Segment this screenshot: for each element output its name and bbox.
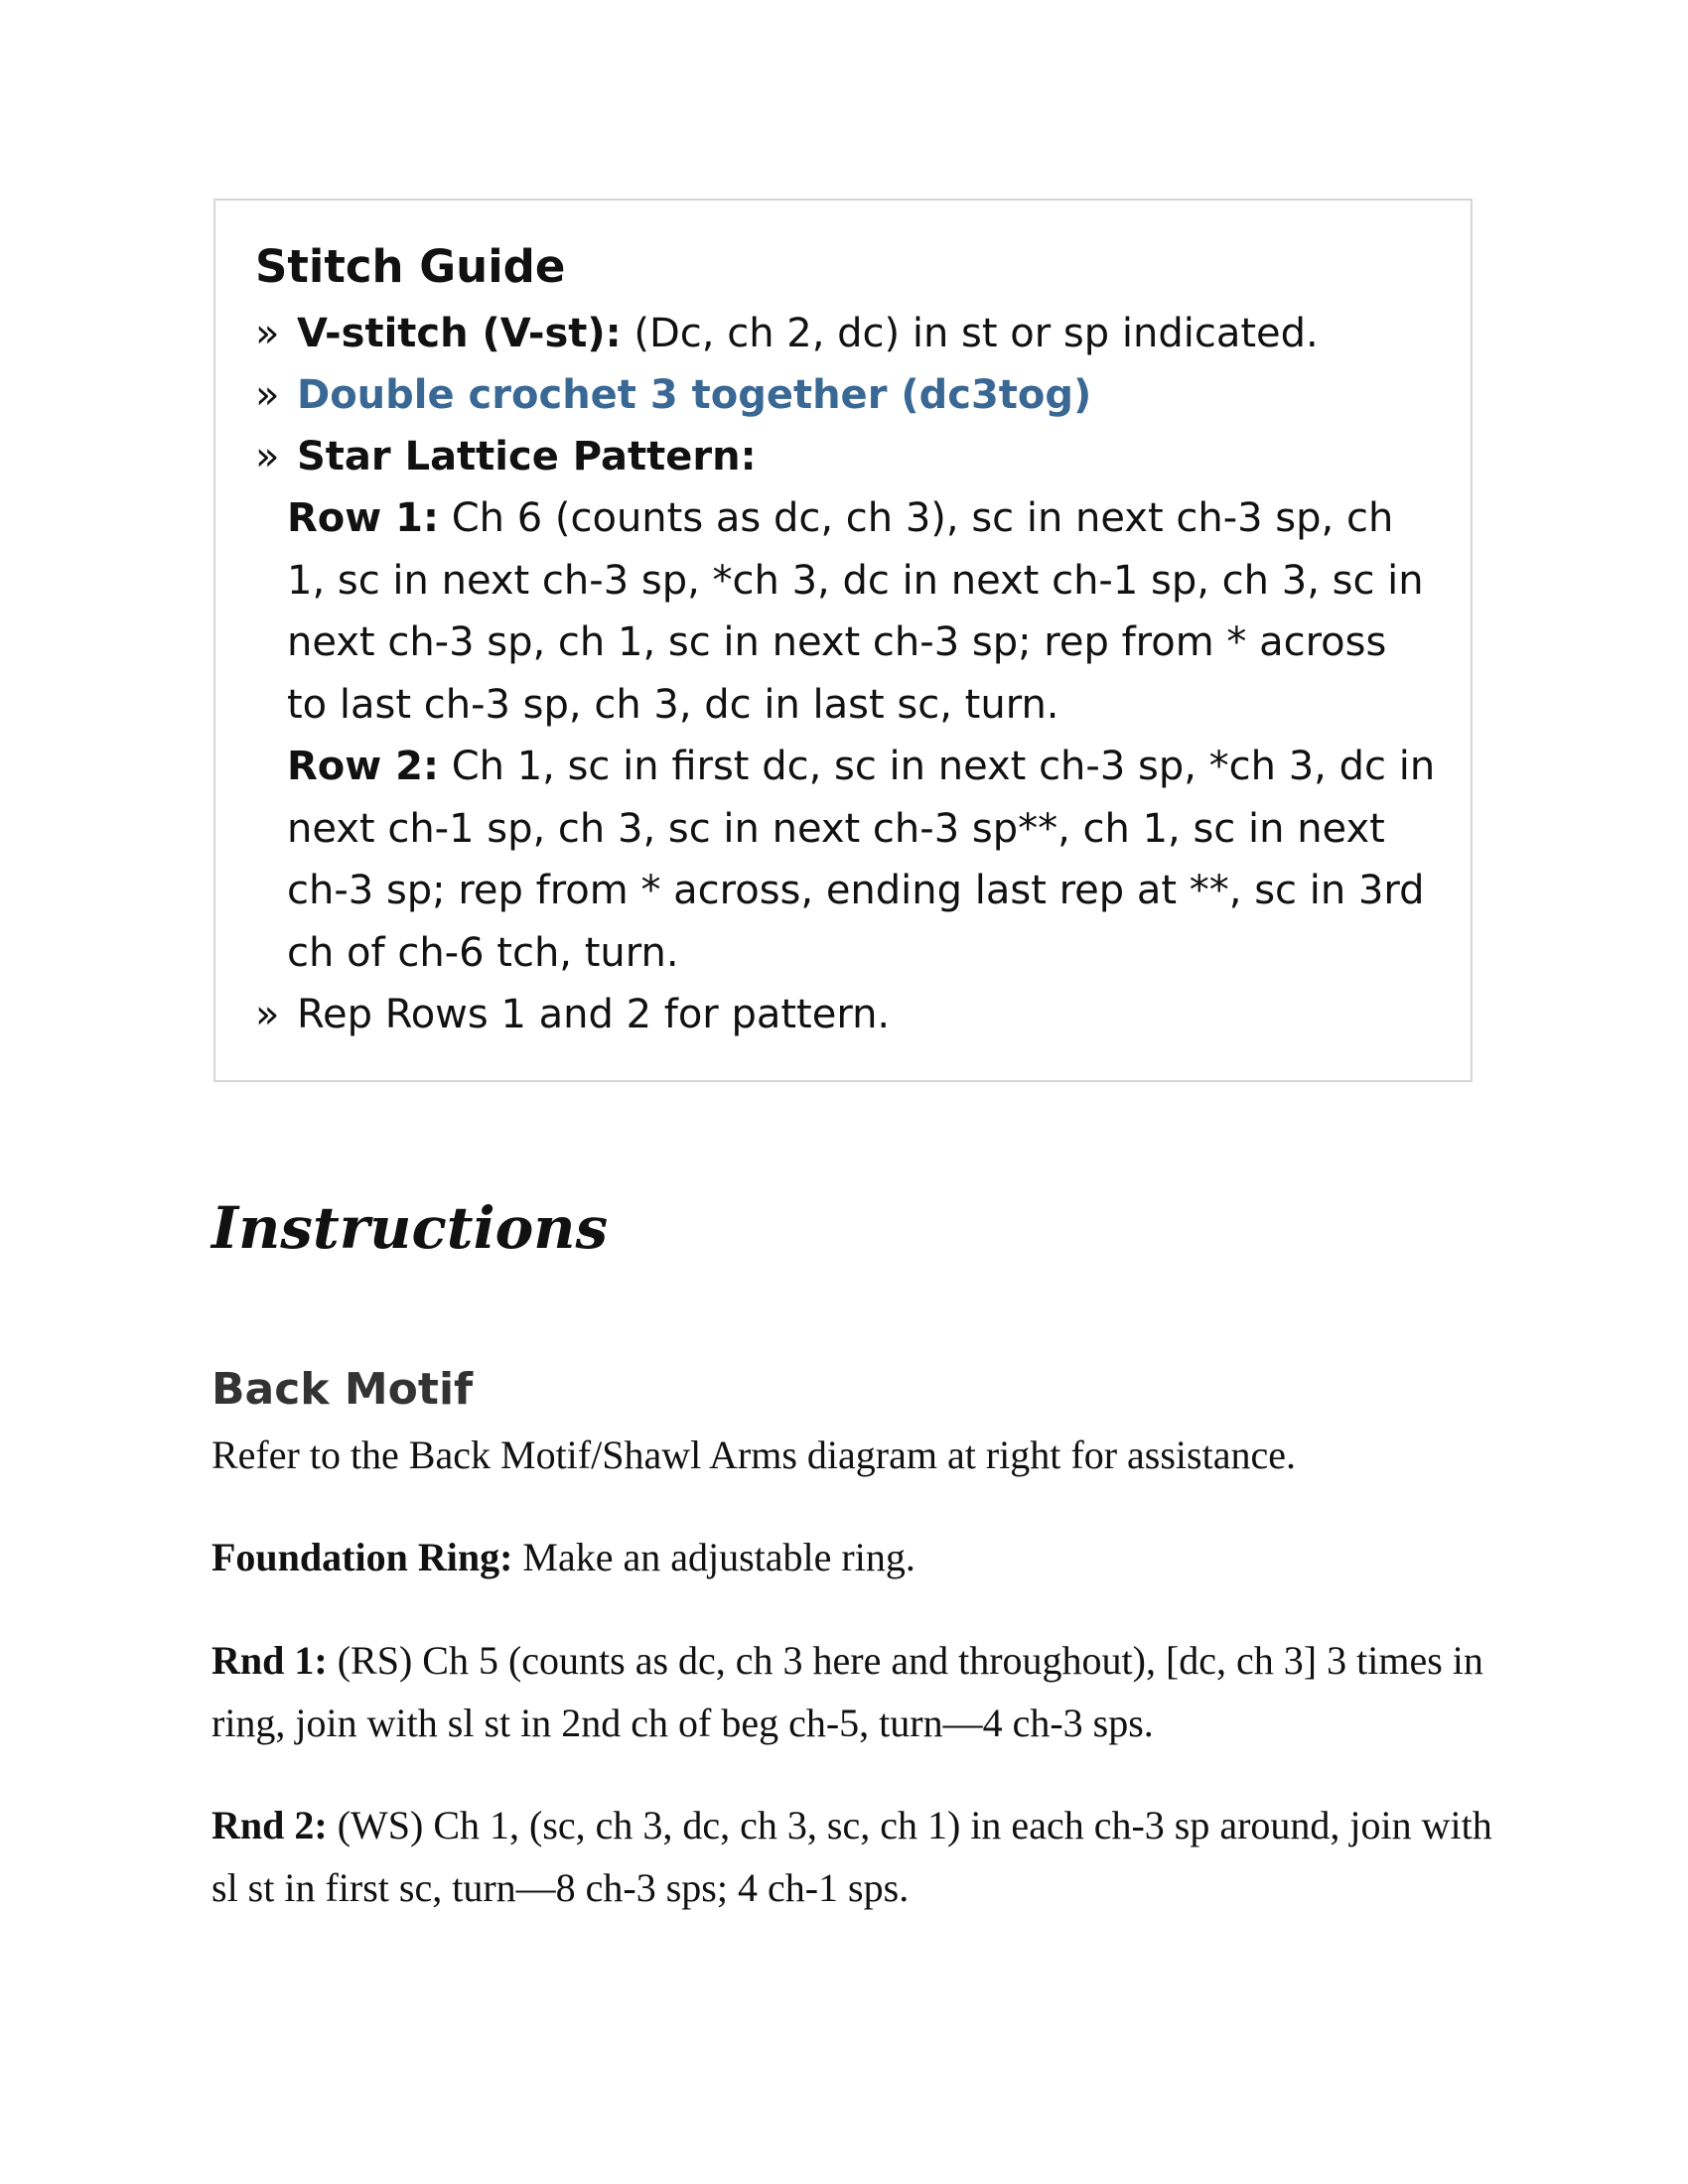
foundation-ring-text: Make an adjustable ring. [522,1535,915,1579]
vstitch-term: V-stitch (V-st): [297,311,622,356]
row-2-instruction [287,736,1439,984]
dc3tog-link[interactable]: Double crochet 3 together (dc3tog) [297,372,1092,418]
foundation-ring-paragraph [211,1526,1492,1588]
vstitch-item [255,303,1319,364]
foundation-ring-label: Foundation Ring: [211,1535,513,1579]
star-lattice-term: Star Lattice Pattern: [297,434,757,479]
bullet-glyph: » [255,434,280,479]
instructions-heading: Instructions [211,1194,609,1262]
bullet-glyph: » [255,992,280,1037]
rnd-2-label: Rnd 2: [211,1803,328,1847]
back-motif-heading: Back Motif [211,1364,474,1415]
bullet-glyph: » [255,311,280,356]
rnd-1-label: Rnd 1: [211,1638,328,1683]
repeat-item [255,984,890,1045]
row-1-instruction [287,487,1439,736]
rnd-2-text: (WS) Ch 1, (sc, ch 3, dc, ch 3, sc, ch 1) in each ch-3 sp around, join with sl st in first sc, turn—8 ch-3 sps; 4 ch-1 sps. [211,1803,1492,1910]
star-lattice-item [255,426,757,487]
rnd-1-paragraph [211,1629,1492,1754]
dc3tog-item [255,364,1091,426]
stitch-guide-box [213,199,1473,1082]
bullet-glyph: » [255,372,280,418]
rnd-2-paragraph [211,1794,1492,1919]
repeat-text: Rep Rows 1 and 2 for pattern. [297,992,891,1037]
row-2-label: Row 2: [287,744,439,789]
vstitch-definition: (Dc, ch 2, dc) in st or sp indicated. [633,311,1319,356]
back-motif-intro: Refer to the Back Motif/Shawl Arms diagram at right for assistance. [211,1433,1296,1477]
row-2-text: Ch 1, sc in first dc, sc in next ch-3 sp, *ch 3, dc in next ch-1 sp, ch 3, sc in next ch-3 sp**, ch 1, sc in next ch-3 sp; rep from * across, ending last rep at **, sc in 3rd ch of ch-6 tch, turn. [287,744,1436,976]
stitch-guide-title: Stitch Guide [255,240,566,293]
row-1-text: Ch 6 (counts as dc, ch 3), sc in next ch-3 sp, ch 1, sc in next ch-3 sp, *ch 3, dc in next ch-1 sp, ch 3, sc in next ch-3 sp, ch 1, sc in next ch-3 sp; rep from * across to last ch-3 sp, ch 3, dc in last sc, turn. [287,495,1424,728]
rnd-1-text: (RS) Ch 5 (counts as dc, ch 3 here and throughout), [dc, ch 3] 3 times in ring, join with sl st in 2nd ch of beg ch-5, turn—4 ch-3 sps. [211,1638,1483,1745]
row-1-label: Row 1: [287,495,439,541]
